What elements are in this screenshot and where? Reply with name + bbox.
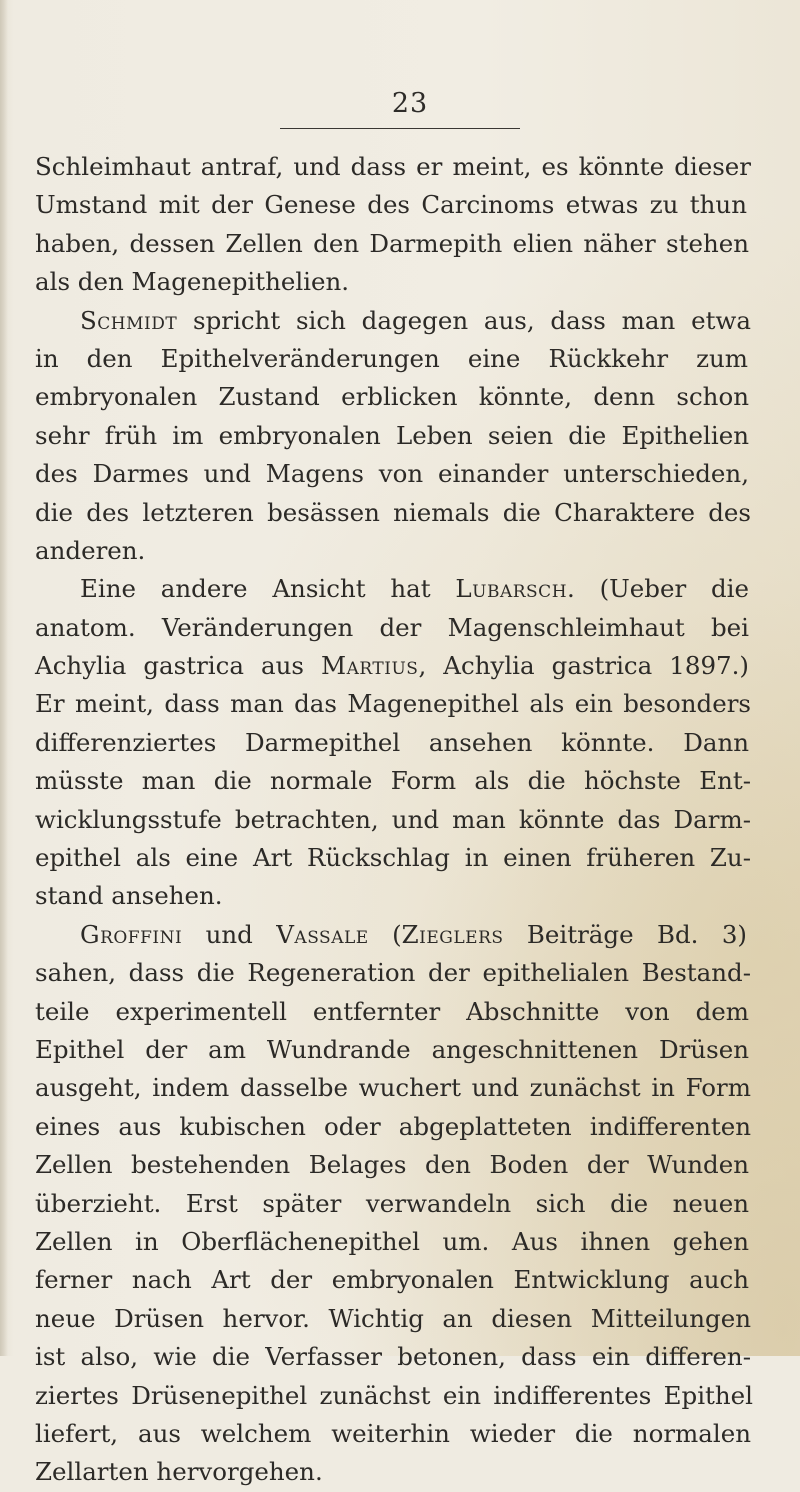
text-line: Groffini und Vassale (Zieglers Beiträge Bd. 3) [80,919,747,949]
text-line: anatom. Veränderungen der Magenschleimhaut bei [35,612,749,642]
text-line: sehr früh im embryonalen Leben seien die Epithelien [35,420,749,450]
text-line: Schleimhaut antraf, und dass er meint, es könnte dieser [35,152,751,181]
text-line: anderen. [35,535,146,565]
text-line: Epithel der am Wundrande angeschnittenen Drüsen [35,1034,749,1064]
text-line: ist also, wie die Verfasser betonen, dass ein differen- [35,1342,751,1372]
text-line: ferner nach Art der embryonalen Entwicklung auch [35,1265,749,1295]
text-line: Achylia gastrica aus Martius, Achylia gastrica 1897.) [35,651,749,681]
text-line: Zellarten hervorgehen. [35,1457,323,1487]
page-number: 23 [391,88,429,119]
text-line: neue Drüsen hervor. Wichtig an diesen Mitteilungen [35,1303,751,1333]
page-binding-edge [0,0,8,1356]
text-line: embryonalen Zustand erblicken könnte, denn schon [35,382,749,412]
text-line: in den Epithelveränderungen eine Rückkehr zum [35,343,748,373]
text-line: müsste man die normale Form als die höchste Ent- [35,766,751,796]
text-line: differenziertes Darmepithel ansehen könnte. Dann [35,727,749,757]
text-line: ziertes Drüsenepithel zunächst ein indifferentes Epithel [35,1380,753,1410]
text-line: eines aus kubischen oder abgeplatteten indifferenten [35,1111,751,1141]
text-line: Zellen bestehenden Belages den Boden der Wunden [35,1150,749,1180]
text-line: epithel als eine Art Rückschlag in einen früheren Zu- [35,843,751,873]
text-line: wicklungsstufe betrachten, und man könnte das Darm- [35,804,751,834]
text-line: als den Magenepithelien. [35,267,350,297]
text-line: Schmidt spricht sich dagegen aus, dass man etwa [80,305,751,335]
text-line: überzieht. Erst später verwandeln sich die neuen [35,1188,749,1218]
text-line: Umstand mit der Genese des Carcinoms etwas zu thun [35,190,747,220]
text-line: des Darmes und Magens von einander unterschieden, [35,459,749,489]
text-line: teile experimentell entfernter Abschnitte von dem [35,996,749,1026]
text-line: haben, dessen Zellen den Darmepith elien näher stehen [35,228,749,258]
body-text [35,148,755,1492]
text-line: stand ansehen. [35,881,223,911]
text-line: die des letzteren besässen niemals die Charaktere des [35,497,751,527]
text-line: Er meint, dass man das Magenepithel als ein besonders [35,689,751,719]
text-line: Zellen in Oberflächenepithel um. Aus ihnen gehen [35,1226,749,1256]
text-line: sahen, dass die Regeneration der epithelialen Bestand- [35,958,751,988]
header-rule [280,128,520,129]
text-line: Eine andere Ansicht hat Lubarsch. (Ueber die [80,574,750,604]
text-line: ausgeht, indem dasselbe wuchert und zunächst in Form [35,1073,751,1103]
text-line: liefert, aus welchem weiterhin wieder die normalen [35,1418,751,1448]
